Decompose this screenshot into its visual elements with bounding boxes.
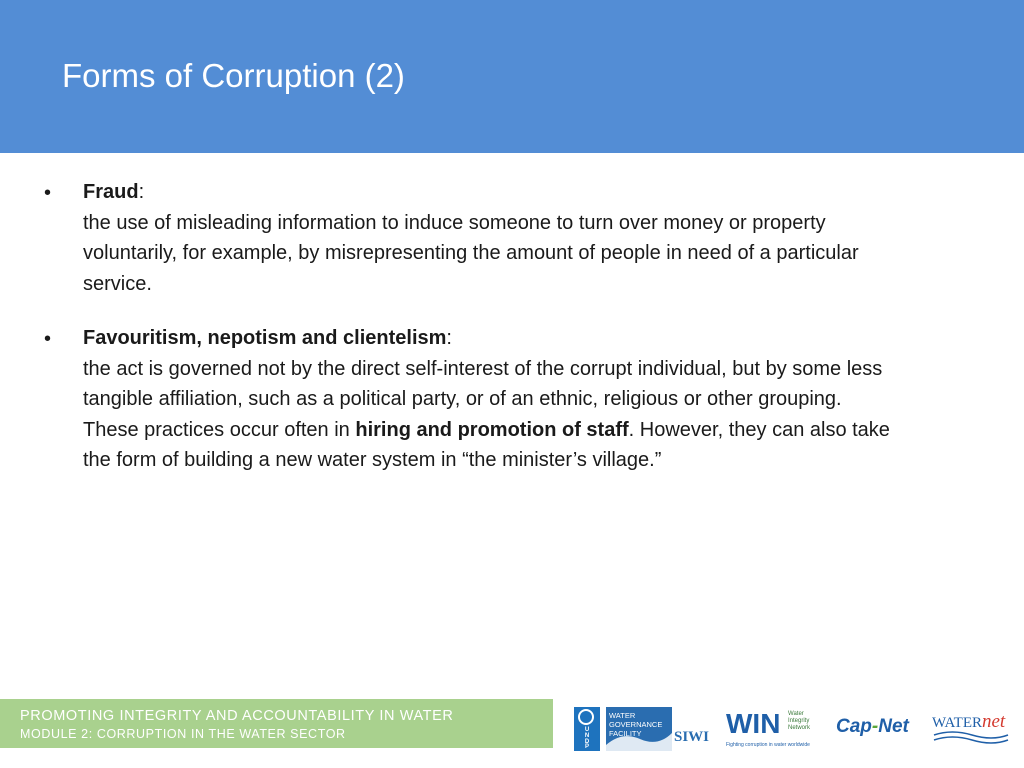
capnet-cap: Cap	[836, 716, 872, 737]
water-governance-facility-logo	[606, 707, 672, 751]
capnet-logo	[836, 711, 918, 743]
title-banner	[0, 0, 1024, 153]
favouritism-description: the act is governed not by the direct self-interest of the corrupt individual, but by some less tangible affiliation, such as a political party, or of an ethnic, religious or other grouping. These practices occur often in	[83, 357, 883, 441]
term-colon: :	[446, 327, 452, 349]
slide-title: Forms of Corruption (2)	[62, 57, 405, 94]
term-favouritism: Favouritism, nepotism and clientelism	[83, 327, 447, 349]
list-item-favouritism	[83, 323, 895, 476]
footer-program-title: PROMOTING INTEGRITY AND ACCOUNTABILITY IN WATER	[20, 708, 454, 724]
fraud-description: the use of misleading information to induce someone to turn over money or property voluntarily, for example, by misrepresenting the amount of people in need of a particular service.	[83, 211, 859, 295]
partner-logos	[570, 703, 1010, 753]
term-fraud: Fraud	[83, 181, 139, 203]
capnet-dash: -	[871, 716, 879, 737]
list-item-fraud	[83, 177, 863, 299]
wave-icon	[606, 727, 672, 751]
win-tagline: Fighting corruption in water worldwide	[726, 742, 810, 748]
favouritism-highlight: hiring and promotion of staff	[355, 418, 629, 441]
footer-banner	[0, 699, 553, 748]
undp-logo	[574, 707, 600, 751]
term-colon: :	[138, 181, 145, 203]
un-emblem-icon	[578, 709, 594, 725]
win-subtitle: Water Integrity Network	[788, 711, 811, 731]
footer-module-title: MODULE 2: CORRUPTION IN THE WATER SECTOR	[20, 727, 346, 741]
siwi-logo: SIWI	[674, 729, 710, 745]
win-logo	[726, 709, 821, 751]
waternet-water: WATER	[932, 715, 982, 731]
wgf-text: WATER GOVERNANCE FACILITY	[609, 711, 663, 738]
undp-letters: U N D P	[584, 727, 590, 751]
waternet-logo	[932, 711, 1010, 747]
bullet-icon: •	[44, 182, 52, 204]
waternet-net: net	[982, 711, 1006, 732]
bullet-icon: •	[44, 328, 52, 350]
favouritism-description-end: . However, they can also take the form of building a new water system in “the minister’s village.”	[83, 418, 890, 471]
win-letters: WIN	[726, 708, 781, 739]
capnet-net: Net	[878, 716, 909, 737]
waternet-wave-icon	[932, 731, 1010, 745]
